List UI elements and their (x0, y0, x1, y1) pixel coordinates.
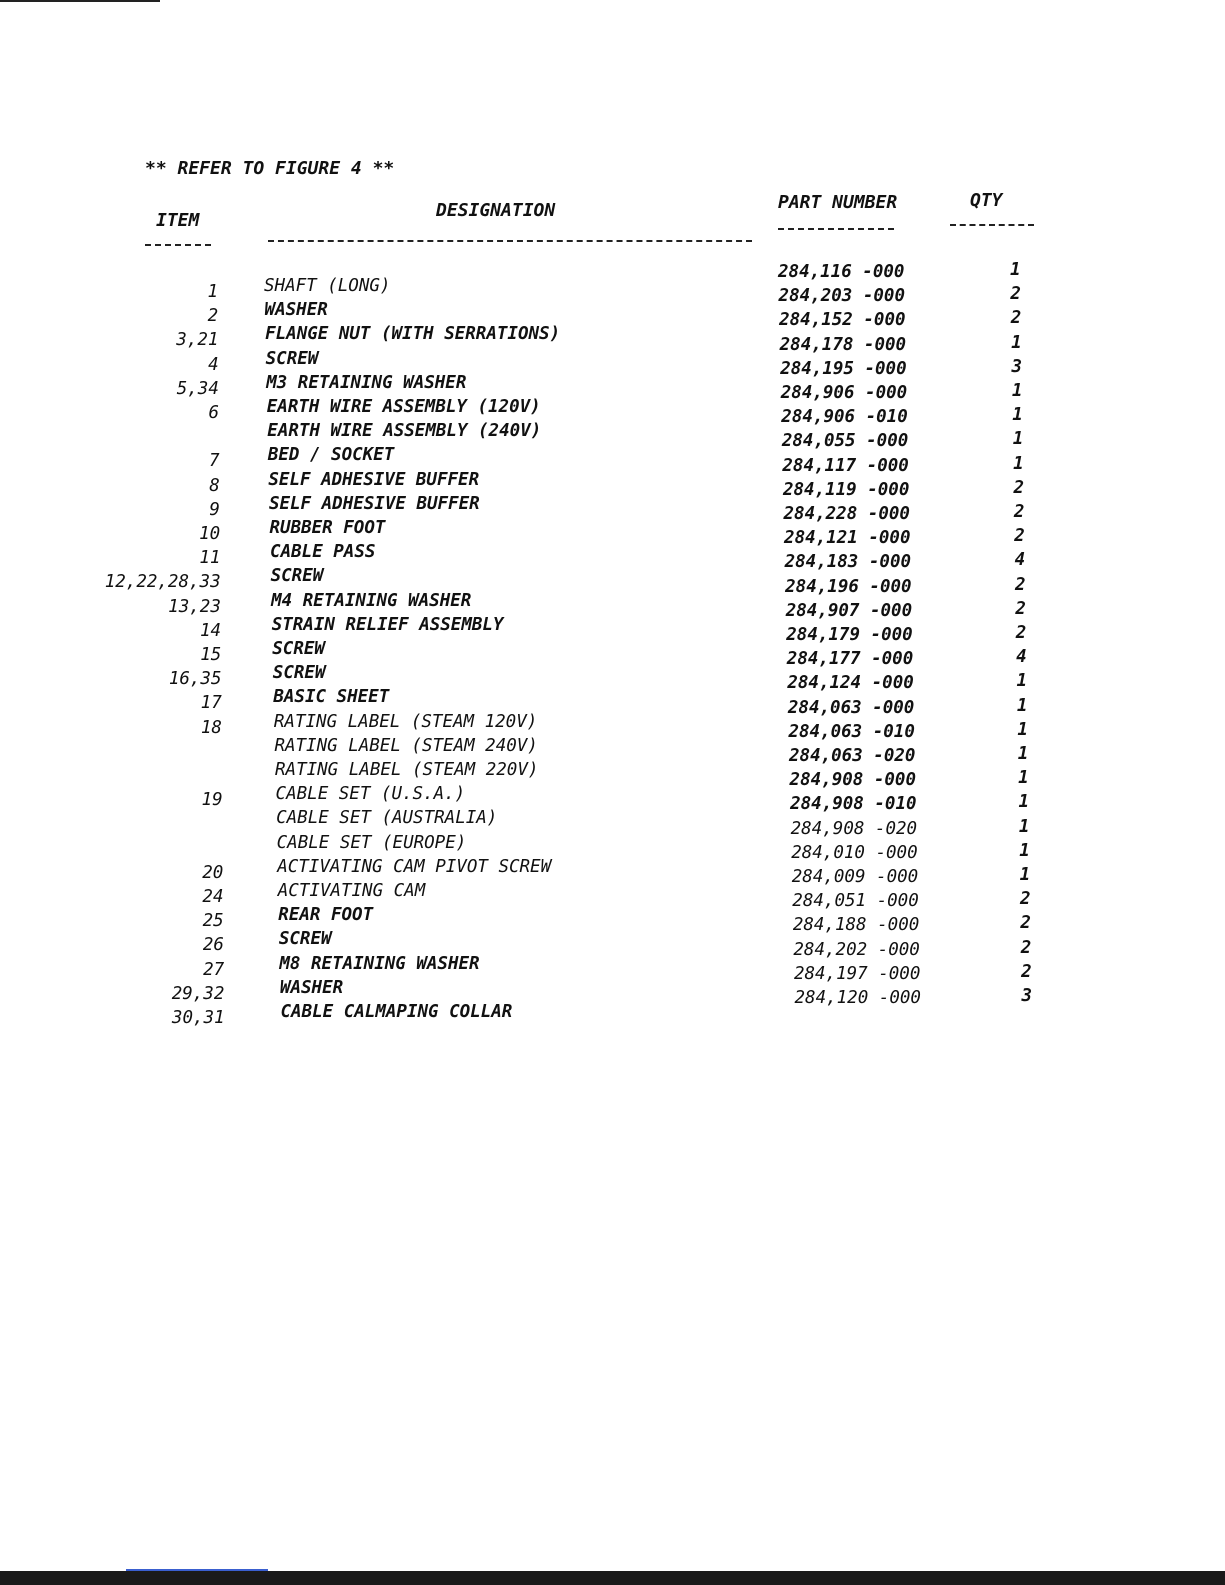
part-qty: 1 (1011, 381, 1023, 401)
part-number: 284,908 -000 (789, 770, 916, 791)
item-designation: CABLE SET (EUROPE) (276, 832, 467, 853)
item-number: 3,21 (176, 330, 219, 351)
item-designation: CABLE CALMAPING COLLAR (280, 1002, 513, 1022)
part-qty: 1 (1010, 260, 1021, 280)
part-number: 284,055 -000 (781, 431, 909, 452)
item-number: 24 (202, 887, 224, 907)
part-number: 284,906 -010 (781, 407, 908, 428)
part-number: 284,124 -000 (787, 673, 914, 694)
item-designation: SCREW (272, 663, 326, 684)
part-number: 284,121 -000 (784, 528, 911, 549)
header-designation: DESIGNATION (436, 200, 556, 221)
item-number: 19 (201, 790, 223, 811)
part-number: 284,178 -000 (779, 334, 907, 355)
part-number: 284,116 -000 (778, 262, 905, 282)
figure-reference: ** REFER TO FIGURE 4 ** (145, 158, 395, 179)
item-designation: ACTIVATING CAM (277, 881, 426, 901)
item-number: 15 (200, 645, 222, 665)
item-designation: SCREW (272, 639, 325, 659)
part-qty: 1 (1016, 671, 1028, 692)
part-number: 284,152 -000 (779, 310, 906, 331)
part-qty: 4 (1016, 647, 1027, 668)
item-number: 11 (199, 548, 221, 569)
part-number: 284,179 -000 (786, 625, 913, 645)
item-designation: RUBBER FOOT (269, 518, 386, 538)
item-designation: WASHER (264, 300, 328, 321)
item-designation: SELF ADHESIVE BUFFER (268, 469, 480, 490)
part-qty: 1 (1011, 332, 1022, 353)
item-designation: FLANGE NUT (WITH SERRATIONS) (265, 324, 561, 345)
part-qty: 2 (1014, 526, 1025, 547)
item-designation: WASHER (279, 977, 344, 998)
part-qty: 3 (1021, 986, 1033, 1006)
scan-edge-top (0, 0, 160, 2)
part-qty: 2 (1020, 913, 1031, 934)
header-part-number: PART NUMBER (778, 192, 898, 213)
part-number: 284,195 -000 (780, 358, 907, 379)
part-number: 284,906 -000 (780, 383, 908, 403)
item-designation: CABLE PASS (270, 542, 376, 563)
item-designation: BASIC SHEET (273, 687, 390, 708)
part-number: 284,119 -000 (782, 479, 910, 500)
item-number: 13,23 (168, 596, 221, 617)
part-qty: 2 (1010, 284, 1021, 305)
item-designation: SCREW (270, 566, 324, 587)
part-number: 284,197 -000 (793, 963, 921, 984)
item-designation: RATING LABEL (STEAM 120V) (273, 711, 538, 732)
item-designation: M3 RETAINING WASHER (266, 372, 467, 393)
part-qty: 2 (1013, 502, 1025, 522)
item-number: 17 (200, 693, 222, 714)
item-designation: CABLE SET (U.S.A.) (275, 784, 466, 805)
part-number: 284,051 -000 (792, 891, 919, 912)
item-designation: SHAFT (LONG) (264, 276, 391, 296)
part-number: 284,063 -020 (789, 746, 916, 766)
part-qty: 2 (1021, 961, 1032, 982)
part-number: 284,908 -020 (790, 818, 918, 839)
item-number: 30,31 (171, 1008, 225, 1028)
item-number: 16,35 (168, 669, 222, 690)
part-qty: 3 (1011, 356, 1023, 377)
part-number: 284,183 -000 (784, 552, 912, 573)
part-qty: 1 (1013, 453, 1024, 474)
part-qty: 2 (1020, 937, 1032, 958)
part-number: 284,188 -000 (792, 915, 920, 936)
part-qty: 2 (1010, 308, 1022, 329)
part-number: 284,117 -000 (782, 455, 909, 476)
part-number: 284,196 -000 (785, 576, 912, 597)
item-number: 2 (207, 306, 219, 327)
part-number: 284,228 -000 (783, 504, 910, 524)
item-designation: M4 RETAINING WASHER (271, 590, 472, 611)
item-designation: REAR FOOT (278, 905, 374, 926)
header-rule-item (145, 244, 211, 246)
item-designation: STRAIN RELIEF ASSEMBLY (271, 614, 504, 635)
part-qty: 1 (1019, 865, 1031, 885)
item-designation: EARTH WIRE ASSEMBLY (120V) (266, 397, 541, 417)
scan-edge-bottom (0, 1571, 1225, 1585)
part-number: 284,120 -000 (794, 988, 921, 1008)
item-designation: M8 RETAINING WASHER (279, 953, 480, 974)
item-designation: RATING LABEL (STEAM 240V) (274, 735, 538, 756)
item-number: 18 (200, 717, 222, 738)
part-qty: 1 (1012, 405, 1023, 426)
part-qty: 2 (1020, 889, 1031, 910)
part-number: 284,063 -010 (788, 721, 915, 742)
part-number: 284,009 -000 (791, 867, 919, 887)
part-qty: 2 (1015, 623, 1027, 643)
item-number: 14 (200, 620, 222, 641)
header-rule-part-number (778, 228, 894, 230)
part-qty: 1 (1018, 768, 1029, 789)
part-qty: 1 (1018, 792, 1030, 813)
header-item: ITEM (156, 210, 200, 231)
item-number: 12,22,28,33 (104, 572, 221, 593)
item-designation: CABLE SET (AUSTRALIA) (276, 808, 498, 829)
part-qty: 4 (1014, 550, 1026, 571)
part-qty: 2 (1013, 477, 1024, 498)
item-number: 29,32 (171, 983, 225, 1004)
header-rule-qty (950, 224, 1034, 226)
part-qty: 1 (1017, 719, 1028, 740)
item-designation: ACTIVATING CAM PIVOT SCREW (277, 856, 552, 877)
part-number: 284,177 -000 (786, 649, 914, 670)
part-qty: 1 (1016, 695, 1028, 716)
part-qty: 2 (1015, 598, 1026, 619)
part-number: 284,202 -000 (793, 939, 920, 960)
item-designation: EARTH WIRE ASSEMBLY (240V) (267, 421, 542, 442)
part-number: 284,203 -000 (778, 286, 905, 307)
item-number: 7 (208, 451, 220, 472)
part-qty: 1 (1012, 429, 1024, 450)
item-number: 27 (203, 959, 225, 980)
item-number: 10 (199, 524, 221, 544)
part-number: 284,908 -010 (790, 794, 917, 815)
part-qty: 1 (1017, 744, 1029, 764)
item-number: 6 (208, 403, 220, 423)
item-number: 8 (209, 475, 220, 496)
item-number: 25 (202, 911, 224, 932)
part-qty: 2 (1015, 574, 1026, 595)
item-number: 4 (208, 354, 219, 375)
header-qty: QTY (970, 190, 1003, 211)
item-designation: SCREW (265, 348, 319, 369)
part-qty: 1 (1018, 816, 1030, 837)
part-number: 284,907 -000 (785, 600, 913, 621)
item-number: 26 (202, 935, 224, 956)
item-number: 20 (202, 862, 224, 883)
item-designation: BED / SOCKET (267, 445, 395, 466)
part-number: 284,010 -000 (791, 842, 918, 863)
item-designation: SCREW (278, 929, 332, 950)
part-number: 284,063 -000 (787, 697, 915, 718)
item-designation: RATING LABEL (STEAM 220V) (275, 760, 539, 780)
item-number: 1 (207, 282, 218, 302)
item-number: 5,34 (176, 378, 219, 399)
part-qty: 1 (1019, 840, 1030, 861)
item-number: 9 (209, 499, 220, 520)
item-designation: SELF ADHESIVE BUFFER (268, 493, 480, 514)
header-rule-designation (268, 240, 752, 242)
